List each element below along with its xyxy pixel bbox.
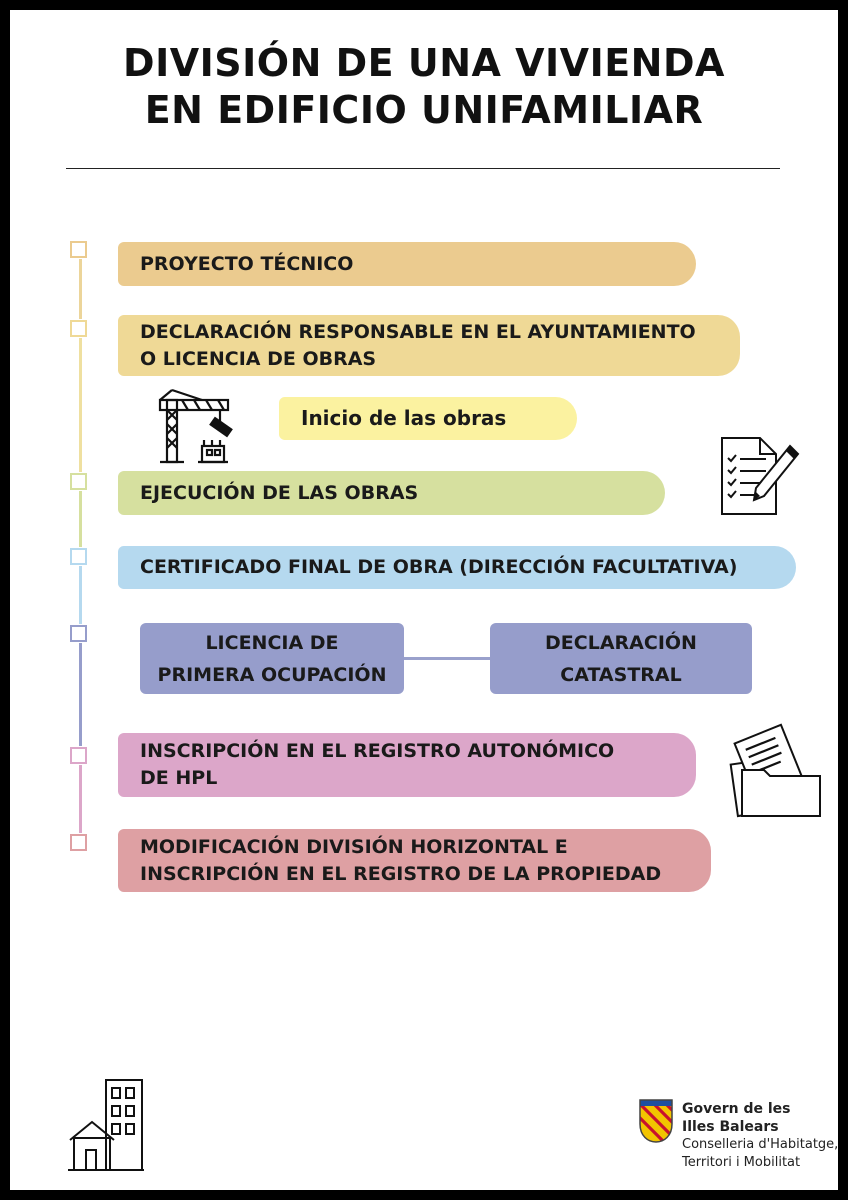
step-label: DECLARACIÓN [545,631,697,654]
institution-logo-text [682,1100,838,1172]
step-declaracion-catastral [490,623,752,694]
step-inicio-obras [279,397,577,440]
timeline-marker [70,747,87,764]
timeline-marker [70,473,87,490]
buildings-icon [68,1078,144,1172]
step-inscripcion-registro-autonomico [118,733,696,797]
timeline-marker [70,548,87,565]
step-label: O LICENCIA DE OBRAS [140,347,377,370]
page-title [0,40,848,134]
poster-frame [10,10,838,1190]
step-label: PRIMERA OCUPACIÓN [157,663,387,686]
logo-line-4: Territori i Mobilitat [682,1155,801,1170]
step-proyecto-tecnico [118,242,696,286]
step-label: DE HPL [140,767,218,789]
step-label: INSCRIPCIÓN EN EL REGISTRO AUTONÓMICO [140,740,615,762]
step-declaracion-responsable [118,315,740,376]
timeline-segment [79,338,82,472]
step-label: CERTIFICADO FINAL DE OBRA (DIRECCIÓN FACULTATIVA) [140,556,738,578]
timeline-marker [70,834,87,851]
step-label: LICENCIA DE [205,631,339,654]
step-label: Inicio de las obras [301,406,507,430]
step-ejecucion-obras [118,471,665,515]
step-label: INSCRIPCIÓN EN EL REGISTRO DE LA PROPIEDAD [140,862,662,885]
step-licencia-primera-ocupacion [140,623,404,694]
crane-icon [158,388,238,466]
folder-documents-icon [730,724,824,820]
parallel-connector [404,657,490,660]
timeline-segment [79,259,82,319]
timeline-segment [79,643,82,746]
checklist-pen-icon [720,436,802,516]
step-modificacion-division-horizontal [118,829,711,892]
timeline-marker [70,320,87,337]
coat-of-arms-icon [638,1096,674,1144]
step-label: CATASTRAL [560,663,682,686]
step-label: DECLARACIÓN RESPONSABLE EN EL AYUNTAMIENTO [140,320,696,343]
timeline-marker [70,241,87,258]
timeline-segment [79,491,82,547]
step-label: EJECUCIÓN DE LAS OBRAS [140,481,419,504]
logo-line-3: Conselleria d'Habitatge, [682,1137,839,1152]
title-line-2: EN EDIFICIO UNIFAMILIAR [144,88,704,132]
timeline-segment [79,765,82,833]
timeline-marker [70,625,87,642]
title-divider [66,168,780,169]
title-line-1: DIVISIÓN DE UNA VIVIENDA [123,41,725,85]
step-label: MODIFICACIÓN DIVISIÓN HORIZONTAL E [140,835,568,858]
step-label: PROYECTO TÉCNICO [140,252,354,275]
logo-line-2: Illes Balears [682,1119,779,1135]
timeline-segment [79,566,82,624]
step-certificado-final [118,546,796,589]
logo-line-1: Govern de les [682,1101,791,1117]
